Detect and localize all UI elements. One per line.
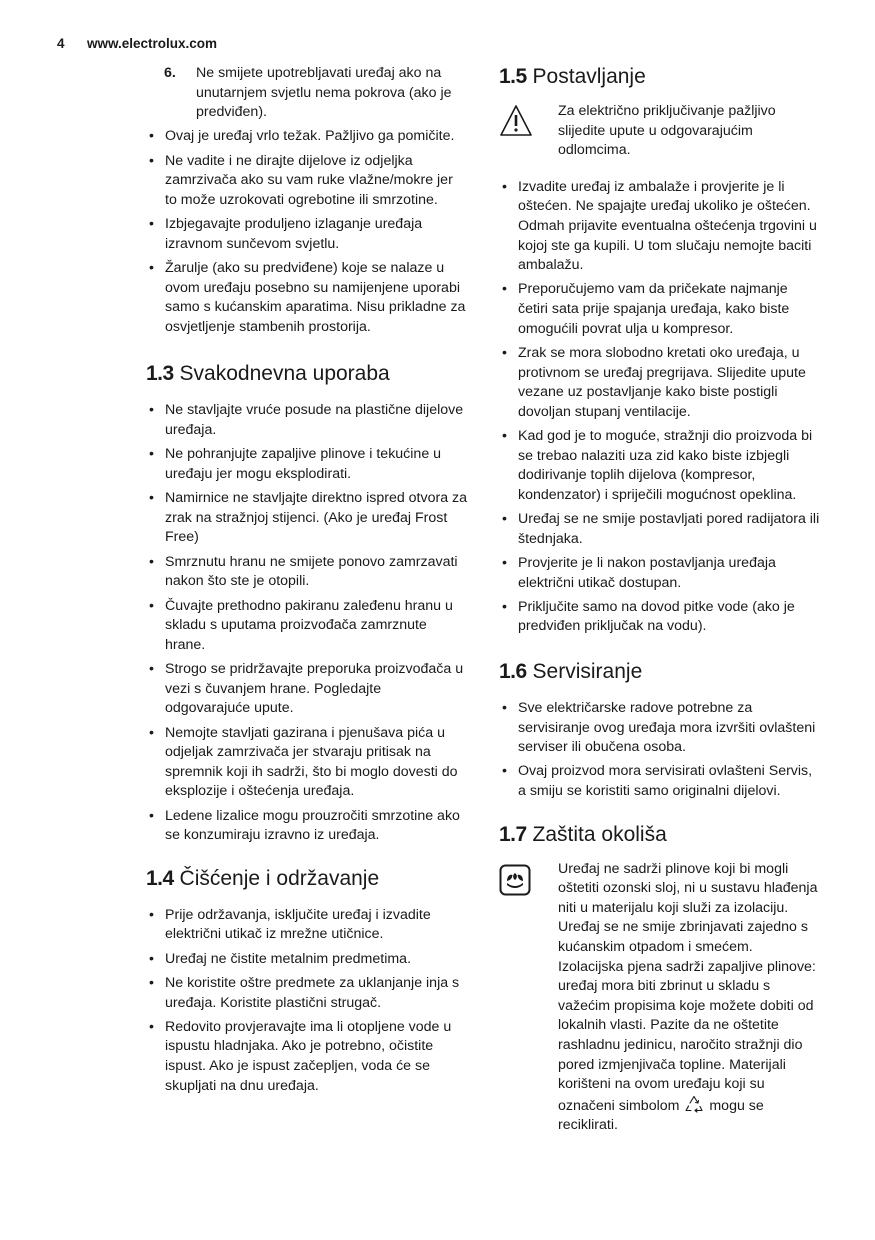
section-title: Postavljanje xyxy=(532,65,646,88)
section-heading-1-5 xyxy=(499,64,821,90)
list-item: • Priključite samo na dovod pitke vode (ako je predviđen priključak na vodu). xyxy=(499,598,821,637)
list-item: • Uređaj ne čistite metalnim predmetima. xyxy=(146,950,468,970)
website-url: www.electrolux.com xyxy=(87,36,218,51)
warning-text: Za električno priključivanje pažljivo slijedite upute u odgovarajućim odlomcima. xyxy=(558,103,776,159)
section-heading-1-7 xyxy=(499,822,821,848)
section-title: Svakodnevna uporaba xyxy=(179,362,390,386)
section-number: 1.6 xyxy=(499,659,527,683)
list-item: • Ne koristite oštre predmete za uklanjanje inja s uređaja. Koristite plastični strugač. xyxy=(146,974,468,1013)
list-item: • Čuvajte prethodno pakiranu zaleđenu hranu u skladu s uputama proizvođača zamrznute hrane. xyxy=(146,597,468,656)
cleaning-bullet-list xyxy=(146,906,468,1096)
list-item: • Smrznutu hranu ne smijete ponovo zamrzavati nakon što ste je otopili. xyxy=(146,553,468,592)
list-item: • Preporučujemo vam da pričekate najmanje četiri sata prije spajanja uređaja, kako biste omogućili povrat ulja u kompresor. xyxy=(499,280,821,339)
list-item: • Uređaj se ne smije postavljati pored radijatora ili štednjaka. xyxy=(499,510,821,549)
item-text: Ne smijete upotrebljavati uređaj ako na unutarnjem svjetlu nema pokrova (ako je predviđen). xyxy=(196,65,452,121)
list-item: • Ovaj je uređaj vrlo težak. Pažljivo ga pomičite. xyxy=(146,127,468,147)
environment-text-main: Uređaj ne sadrži plinove koji bi mogli oštetiti ozonski sloj, ni u sustavu hlađenja niti u materijalu koji služi za izolaciju. Uređaj se ne smije zbrinjavati zajedno s kućanskim otpadom i smećem. Izolacijska pjena sadrži zapaljive plinove: uređaj mora biti zbrinut u skladu s važećim propisima koje možete dobiti od lokalnih vlasti. Pazite da ne oštetite rashladnu jedinicu, naročito stražnji dio pored izmjenjivača topline. Materijali korišteni na ovom uređaju koji su označeni simbolom xyxy=(558,860,818,1114)
list-item: • Zrak se mora slobodno kretati oko uređaja, u protivnom se uređaj pregrijava. Slijedite upute vezane uz postavljanje kako biste postigli dovoljan stupanj ventilacije. xyxy=(499,344,821,422)
numbered-item xyxy=(146,64,468,123)
environment-text xyxy=(558,860,820,1136)
list-item: • Nemojte stavljati gazirana i pjenušava pića u odjeljak zamrzivača jer stvaraju pritisak na spremnik koji ih sadrži, što bi moglo dovesti do eksplozije i oštećenja uređaja. xyxy=(146,724,468,802)
list-item: • Prije održavanja, isključite uređaj i izvadite električni utikač iz mrežne utičnice. xyxy=(146,906,468,945)
environment-text-end: mogu se reciklirati. xyxy=(558,1097,764,1134)
section-heading-1-6 xyxy=(499,659,821,685)
list-item: • Provjerite je li nakon postavljanja uređaja električni utikač dostupan. xyxy=(499,554,821,593)
environment-block xyxy=(499,860,821,1136)
section-number: 1.3 xyxy=(146,362,174,386)
servicing-bullet-list xyxy=(499,699,821,802)
list-item: • Kad god je to moguće, stražnji dio proizvoda bi se trebao nalaziti uza zid kako biste izbjegli dodirivanje toplih dijelova (kompresor, kondenzator) i spriječili mogućnost opeklina. xyxy=(499,427,821,505)
section-title: Čišćenje i održavanje xyxy=(179,866,380,890)
section-number: 1.5 xyxy=(499,65,527,88)
section-number: 1.4 xyxy=(146,866,174,890)
page-number: 4 xyxy=(57,36,65,51)
recycle-icon xyxy=(683,1095,705,1113)
list-item: • Izvadite uređaj iz ambalaže i provjerite je li oštećen. Ne spajajte uređaj ukoliko je oštećen. Odmah prijavite eventualna oštećenja trgovini u kojoj ste ga kupili. U tom slučaju nemojte baciti ambalažu. xyxy=(499,178,821,276)
list-item: • Ledene lizalice mogu prouzročiti smrzotine ako se konzumiraju izravno iz uređaja. xyxy=(146,807,468,846)
installation-bullet-list xyxy=(499,178,821,637)
section-number: 1.7 xyxy=(499,822,527,846)
daily-use-bullet-list xyxy=(146,401,468,845)
warning-triangle-icon xyxy=(499,104,533,138)
section-heading-1-3 xyxy=(146,361,468,387)
list-item: • Namirnice ne stavljajte direktno ispred otvora za zrak na stražnjoj stijenci. (Ako je uređaj Frost Free) xyxy=(146,489,468,548)
left-column xyxy=(146,64,468,1101)
list-item: • Izbjegavajte produljeno izlaganje uređaja izravnom sunčevom svjetlu. xyxy=(146,215,468,254)
warning-block xyxy=(499,102,821,161)
list-item: • Ne pohranjujte zapaljive plinove i tekućine u uređaju jer mogu eksplodirati. xyxy=(146,445,468,484)
list-item: • Ovaj proizvod mora servisirati ovlašteni Servis, a smiju se koristiti samo originalni dijelovi. xyxy=(499,762,821,801)
list-item: • Redovito provjeravajte ima li otopljene vode u ispustu hladnjaka. Ako je potrebno, očistite ispust. Ako je ispust začepljen, voda će se skupljati na dnu uređaja. xyxy=(146,1018,468,1096)
right-column xyxy=(499,64,821,1136)
list-item: • Ne vadite i ne dirajte dijelove iz odjeljka zamrzivača ako su vam ruke vlažne/mokre jer to može uzrokovati ogrebotine ili smrzotine. xyxy=(146,152,468,211)
section-title: Servisiranje xyxy=(532,659,643,683)
environment-icon xyxy=(499,864,531,896)
list-item: • Žarulje (ako su predviđene) koje se nalaze u ovom uređaju posebno su namijenjene uporabi samo s kućanskim aparatima. Nisu prikladne za osvjetljenje stambenih prostorija. xyxy=(146,259,468,337)
list-item: • Strogo se pridržavajte preporuka proizvođača u vezi s čuvanjem hrane. Pogledajte odgovarajuće upute. xyxy=(146,660,468,719)
section-heading-1-4 xyxy=(146,866,468,892)
section-title: Zaštita okoliša xyxy=(532,822,667,846)
list-item: • Sve električarske radove potrebne za servisiranje ovog uređaja mora izvršiti ovlašteni serviser ili obučena osoba. xyxy=(499,699,821,758)
page-header xyxy=(57,36,217,51)
list-item: • Ne stavljajte vruće posude na plastične dijelove uređaja. xyxy=(146,401,468,440)
item-number: 6. xyxy=(164,65,176,81)
intro-bullet-list xyxy=(146,127,468,337)
